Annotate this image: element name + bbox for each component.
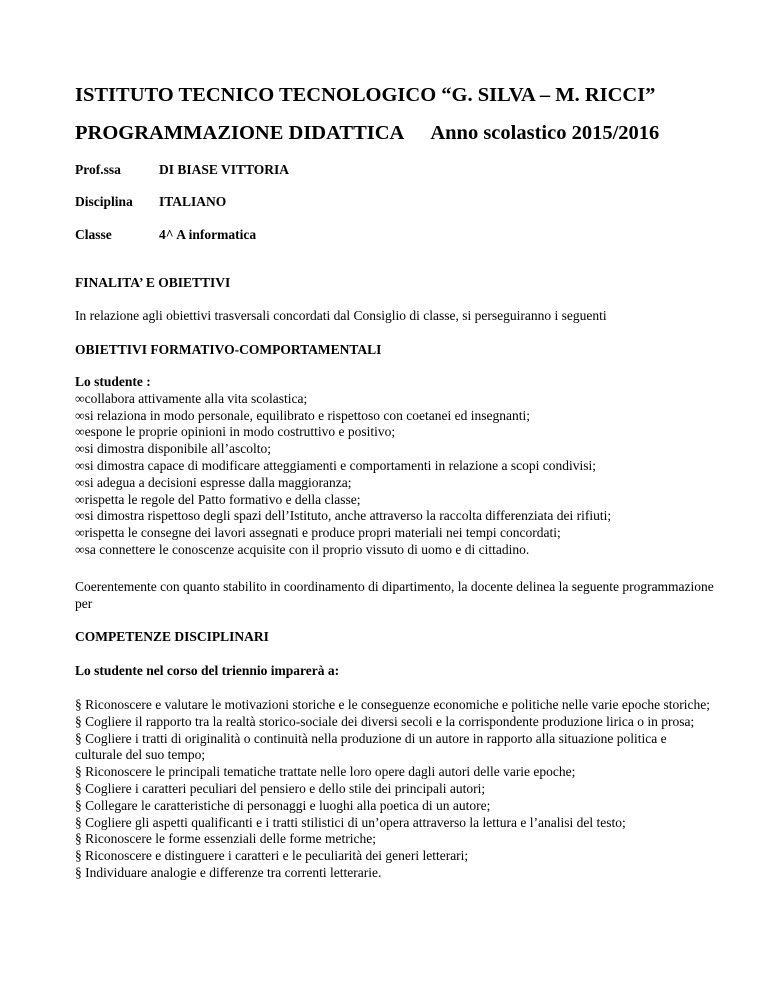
competenze-list [75, 697, 715, 882]
class-row [75, 227, 256, 243]
finalita-intro: In relazione agli obiettivi trasversali concordati dal Consiglio di classe, si perseguiranno i seguenti [75, 308, 607, 323]
infinity-bullet-icon: ∞ [75, 390, 85, 406]
list-item: § Riconoscere e distinguere i caratteri e le peculiarità dei generi letterari; [75, 848, 469, 864]
coerenza-paragraph: Coerentemente con quanto stabilito in coordinamento di dipartimento, la docente delinea la seguente programmazione per [75, 579, 714, 611]
infinity-bullet-icon: ∞ [75, 424, 85, 440]
formativo-list [75, 374, 715, 559]
list-item: § Individuare analogie e differenze tra correnti letterarie. [75, 864, 382, 880]
infinity-bullet-icon: ∞ [75, 525, 85, 541]
teacher-value: DI BIASE VITTORIA [159, 162, 290, 177]
subject-row [75, 194, 226, 210]
school-year: Anno scolastico 2015/2016 [430, 122, 660, 144]
competenze-subheading: Lo studente nel corso del triennio imparerà a: [75, 663, 340, 678]
infinity-bullet-icon: ∞ [75, 508, 85, 524]
list-item: § Cogliere i caratteri peculiari del pensiero e dello stile dei principali autori; [75, 780, 486, 796]
finalita-heading: FINALITA’ E OBIETTIVI [75, 275, 231, 290]
list-item: § Cogliere gli aspetti qualificanti e i tratti stilistici di un’opera attraverso la lettura e l’analisi del testo; [75, 814, 626, 830]
competenze-heading: COMPETENZE DISCIPLINARI [75, 629, 269, 644]
subject-value: ITALIANO [159, 194, 227, 209]
list-item: § Riconoscere le principali tematiche trattate nelle loro opere dagli autori delle varie epoche; [75, 764, 576, 780]
list-item: ∞sa connettere le conoscenze acquisite con il proprio vissuto di uomo e di cittadino. [75, 541, 530, 557]
infinity-bullet-icon: ∞ [75, 474, 85, 490]
list-item: ∞collabora attivamente alla vita scolastica; [75, 390, 308, 406]
infinity-bullet-icon: ∞ [75, 407, 85, 423]
subject-label: Disciplina [75, 194, 133, 209]
program-heading [75, 122, 659, 145]
list-item: ∞rispetta le consegne dei lavori assegnati e produce propri materiali nei tempi concordati; [75, 525, 561, 541]
program-title: PROGRAMMAZIONE DIDATTICA [75, 122, 405, 144]
list-item: ∞si adegua a decisioni espresse dalla maggioranza; [75, 474, 352, 490]
list-item: ∞si dimostra disponibile all’ascolto; [75, 441, 271, 457]
list-item: ∞rispetta le regole del Patto formativo e della classe; [75, 491, 361, 507]
class-label: Classe [75, 227, 112, 242]
formativo-subheading: Lo studente : [75, 374, 151, 389]
list-item: ∞si dimostra rispettoso degli spazi dell’Istituto, anche attraverso la raccolta differenziata dei rifiuti; [75, 508, 612, 524]
formativo-heading: OBIETTIVI FORMATIVO-COMPORTAMENTALI [75, 342, 382, 357]
infinity-bullet-icon: ∞ [75, 491, 85, 507]
teacher-row [75, 162, 289, 178]
list-item: § Collegare le caratteristiche di personaggi e luoghi alla poetica di un autore; [75, 797, 491, 813]
list-item: § Cogliere il rapporto tra la realtà storico-sociale dei diversi secoli e la corrispondente produzione lirica o in prosa; [75, 713, 695, 729]
class-value: 4^ A informatica [159, 227, 257, 242]
teacher-label: Prof.ssa [75, 162, 121, 177]
list-item: § Riconoscere le forme essenziali delle forme metriche; [75, 831, 376, 847]
list-item: § Cogliere i tratti di originalità o continuità nella produzione di un autore in rapporto alla situazione politica e culturale del suo tempo; [75, 730, 667, 763]
institute-title: ISTITUTO TECNICO TECNOLOGICO “G. SILVA – M. RICCI” [75, 84, 656, 106]
list-item: § Riconoscere e valutare le motivazioni storiche e le conseguenze economiche e politiche nelle varie epoche storiche; [75, 697, 710, 712]
list-item: ∞si dimostra capace di modificare atteggiamenti e comportamenti in relazione a scopi condivisi; [75, 457, 596, 473]
infinity-bullet-icon: ∞ [75, 541, 85, 557]
infinity-bullet-icon: ∞ [75, 441, 85, 457]
list-item: ∞espone le proprie opinioni in modo costruttivo e positivo; [75, 424, 396, 440]
list-item: ∞si relaziona in modo personale, equilibrato e rispettoso con coetanei ed insegnanti; [75, 407, 530, 423]
infinity-bullet-icon: ∞ [75, 457, 85, 473]
